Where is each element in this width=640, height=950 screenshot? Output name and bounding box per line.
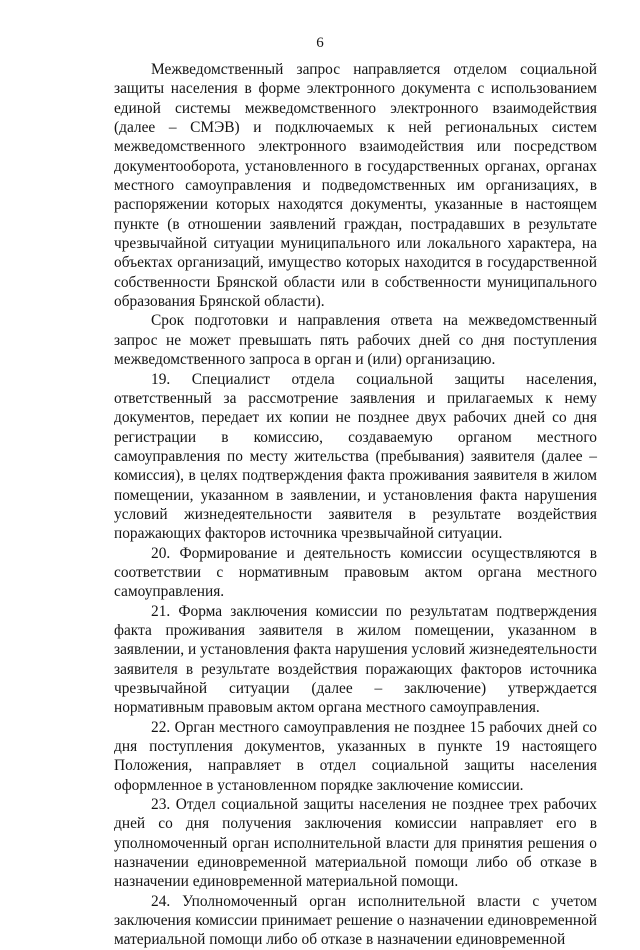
document-body xyxy=(114,60,597,950)
paragraph-interagency-request: Межведомственный запрос направляется отделом социальной защиты населения в форме электронного документа с использованием единой системы межведомственного электронного взаимодействия (далее – СМЭВ) и подключаемых к ней региональных систем межведомственного электронного взаимодействия или посредством документооборота, установленного в государственных органах, органах местного самоуправления и подведомственных им организациях, в распоряжении которых находятся документы, указанные в настоящем пункте (в отношении заявлений граждан, пострадавших в результате чрезвычайной ситуации муниципального или локального характера, на объектах организаций, имущество которых находится в государственной собственности Брянской области или в собственности муниципального образования Брянской области). xyxy=(114,61,597,311)
paragraph-item-23: 23. Отдел социальной защиты населения не позднее трех рабочих дней со дня получения заключения комиссии направляет его в уполномоченный орган исполнительной власти для принятия решения о назначении единовременной материальной помощи либо об отказе в назначении единовременной материальной помощи. xyxy=(114,796,597,891)
paragraph-item-19: 19. Специалист отдела социальной защиты населения, ответственный за рассмотрение заявления и прилагаемых к нему документов, передает их копии не позднее двух рабочих дней со дня регистрации в комиссию, создаваемую органом местного самоуправления по месту жительства (пребывания) заявителя (далее – комиссия), в целях подтверждения факта проживания заявителя в жилом помещении, указанном в заявлении, и установления факта нарушения условий жизнедеятельности заявителя в результате воздействия поражающих факторов источника чрезвычайной ситуации. xyxy=(114,370,597,543)
page-number: 6 xyxy=(316,35,324,51)
paragraph-item-22: 22. Орган местного самоуправления не позднее 15 рабочих дней со дня поступления документов, указанных в пункте 19 настоящего Положения, направляет в отдел социальной защиты населения оформленное в установленном порядке заключение комиссии. xyxy=(114,718,597,794)
paragraph-item-20: 20. Формирование и деятельность комиссии осуществляются в соответствии с нормативным правовым актом органа местного самоуправления. xyxy=(114,544,597,601)
paragraph-response-deadline: Срок подготовки и направления ответа на межведомственный запрос не может превышать пять рабочих дней со дня поступления межведомственного запроса в орган и (или) организацию. xyxy=(114,312,597,369)
paragraph-item-24: 24. Уполномоченный орган исполнительной власти с учетом заключения комиссии принимает решение о назначении единовременной материальной помощи либо об отказе в назначении единовременной xyxy=(114,892,597,949)
paragraph-item-21: 21. Форма заключения комиссии по результатам подтверждения факта проживания заявителя в жилом помещении, указанном в заявлении, и установления факта нарушения условий жизнедеятельности заявителя в результате воздействия поражающих факторов источника чрезвычайной ситуации (далее – заключение) утверждается нормативным правовым актом органа местного самоуправления. xyxy=(114,602,597,717)
